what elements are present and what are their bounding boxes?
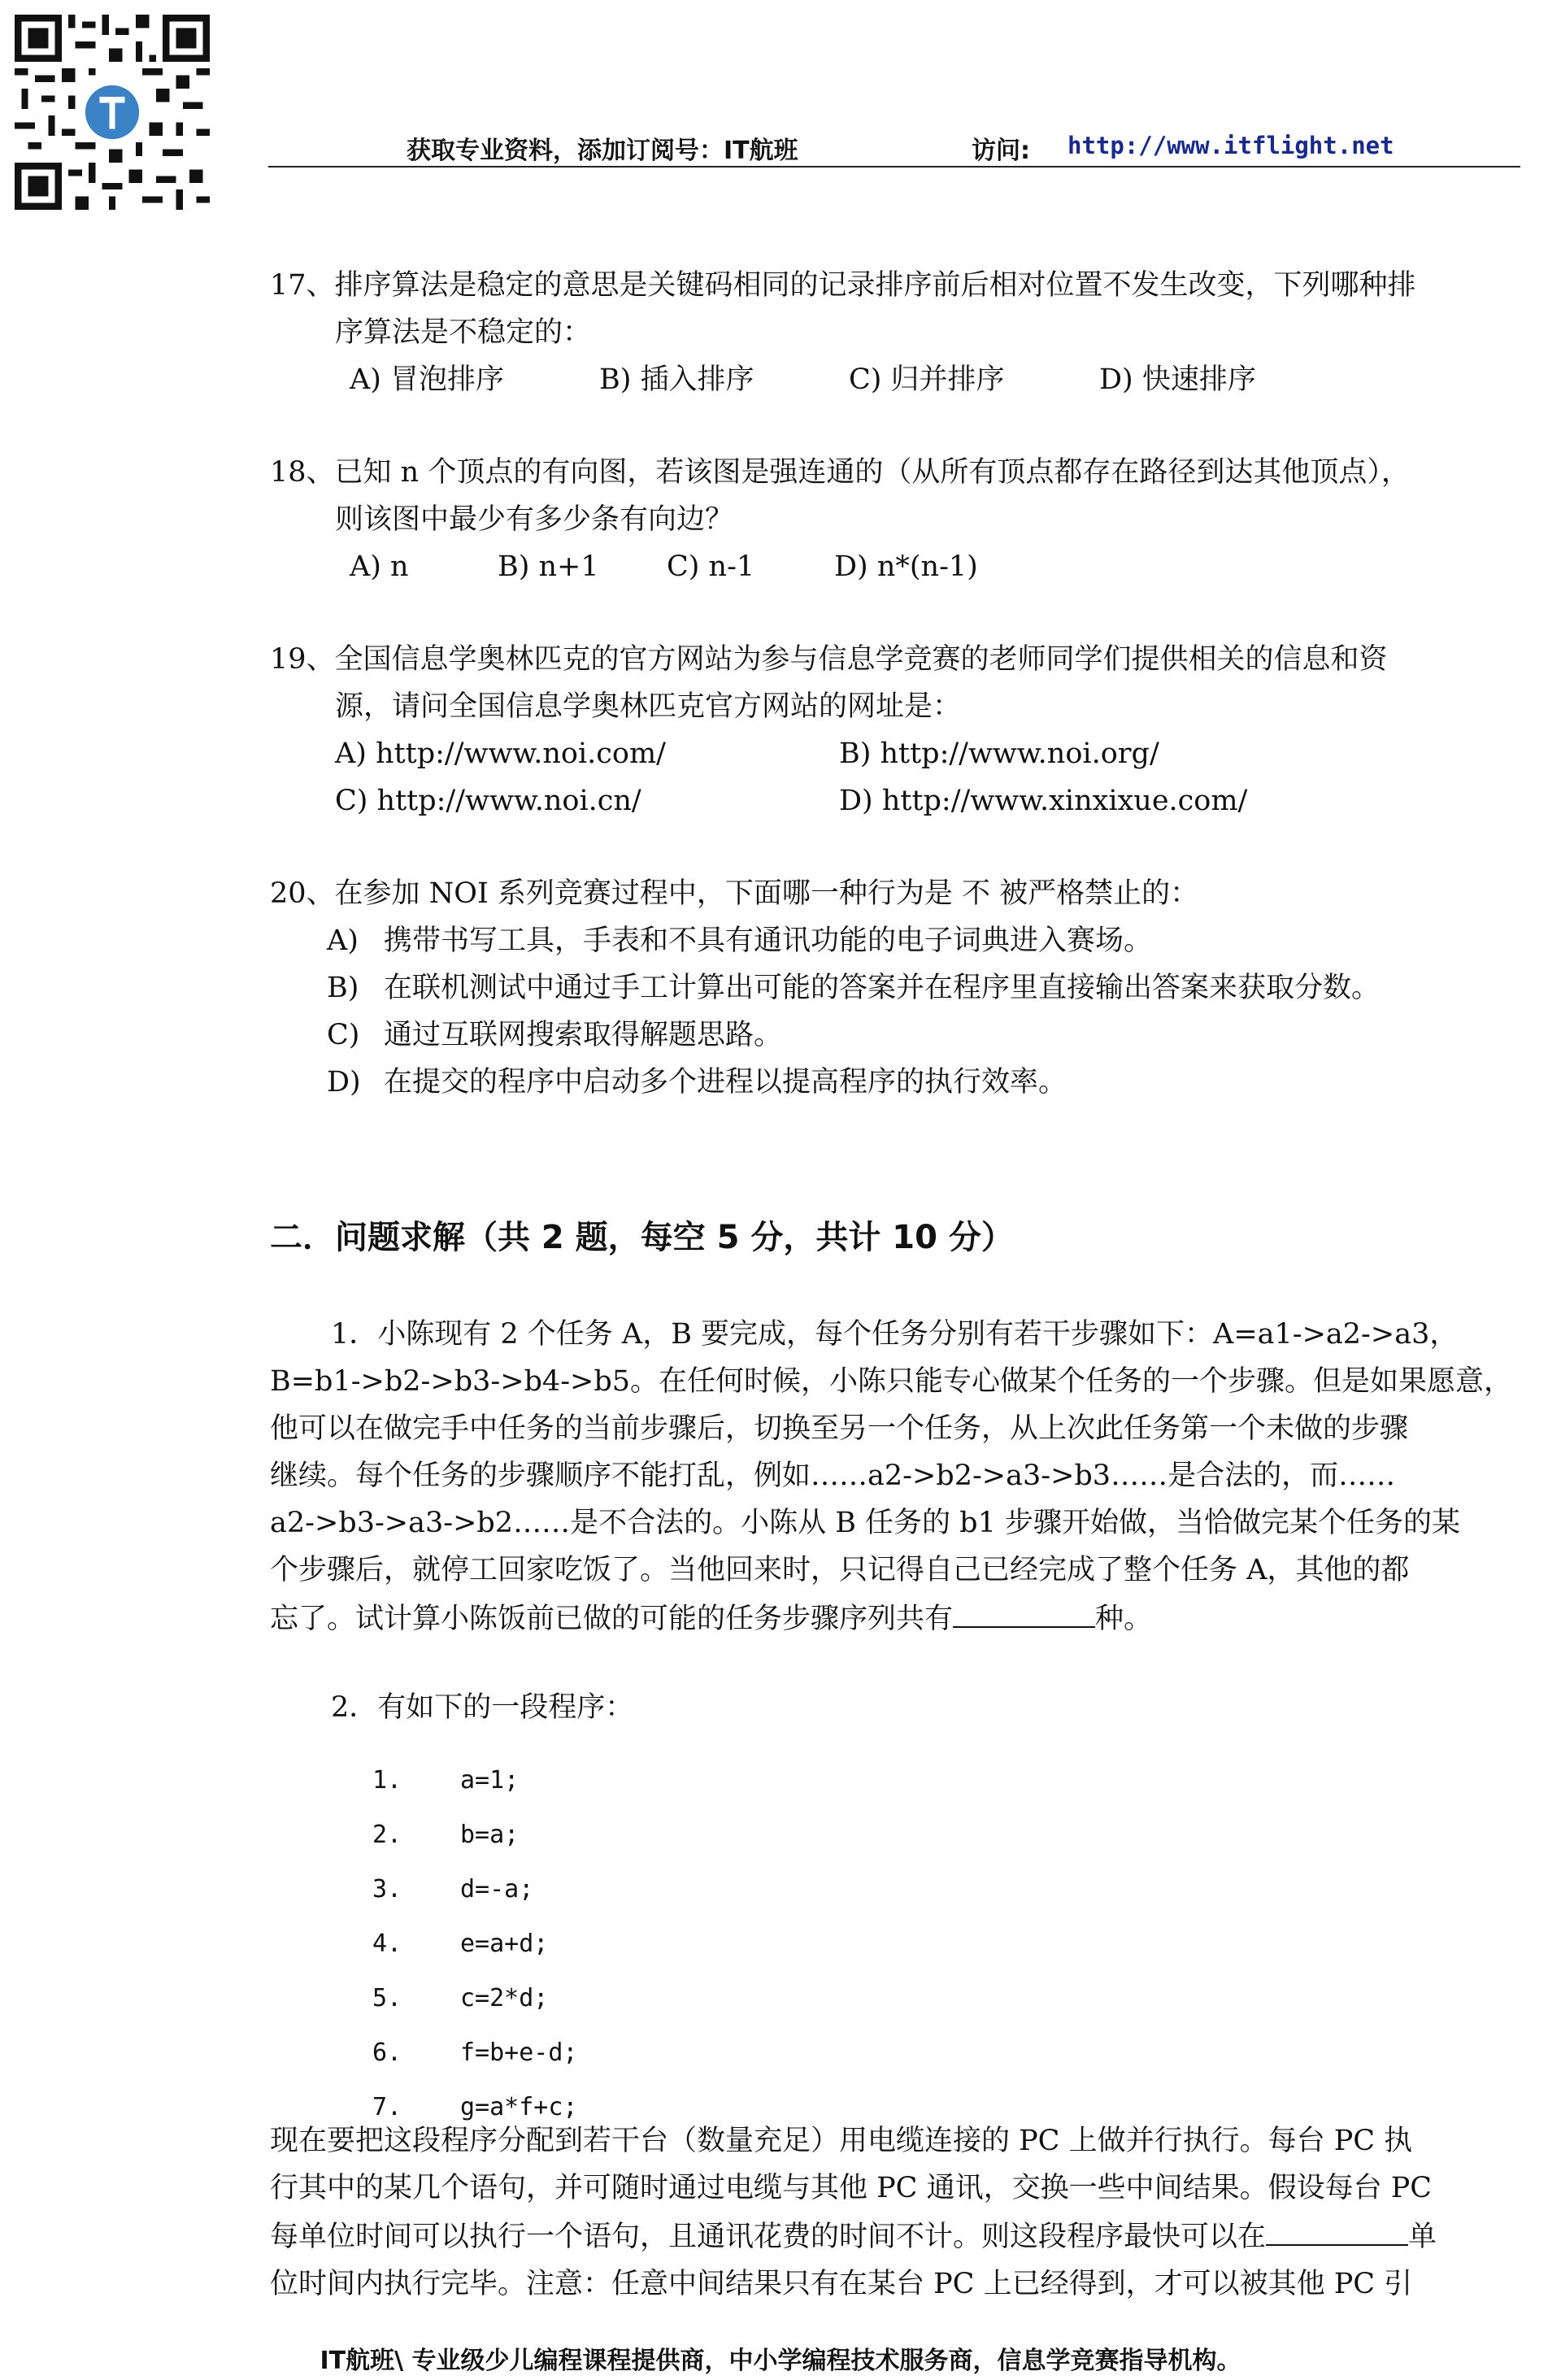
problem-2-blank-after: 单 [1408, 2221, 1437, 2253]
problem-1-last-text: 忘了。试计算小陈饭前已做的可能的任务步骤序列共有 [270, 1603, 954, 1635]
page-footer: IT航班\ 专业级少儿编程课程提供商，中小学编程技术服务商，信息学竞赛指导机构。 [320, 2347, 1241, 2375]
code-line [372, 1971, 578, 2025]
question-17-line-1: 17、排序算法是稳定的意思是关键码相同的记录排序前后相对位置不发生改变，下列哪种排 [270, 269, 1416, 302]
header-url-link[interactable]: http://www.itflight.net [1067, 132, 1394, 159]
option-c: C) n-1 [667, 550, 755, 583]
problem-1-line-1: 1．小陈现有 2 个任务 A，B 要完成，每个任务分别有若干步骤如下：A=a1->a2->a3， [331, 1318, 1459, 1351]
option-text: 在联机测试中通过手工计算出可能的答案并在程序里直接输出答案来获取分数。 [384, 972, 1381, 1004]
question-20-line-1: 20、在参加 NOI 系列竞赛过程中，下面哪一种行为是 不 被严格禁止的： [270, 877, 1199, 910]
option-b: B) http://www.noi.org/ [839, 737, 1159, 770]
question-19 [270, 636, 1522, 825]
question-17-options [270, 356, 1522, 403]
code-statement: d=-a; [460, 1875, 534, 1904]
option-d: D) 快速排序 [1099, 363, 1256, 396]
question-18-line-1: 18、已知 n 个顶点的有向图，若该图是强连通的（从所有顶点都存在路径到达其他顶点）， [270, 456, 1410, 489]
option-c: C) 归并排序 [849, 363, 1005, 396]
question-18 [270, 449, 1522, 590]
problem-1-line-3: 他可以在做完手中任务的当前步骤后，切换至另一个任务，从上次此任务第一个未做的步骤 [270, 1412, 1409, 1445]
question-19-options-row-2 [270, 777, 1522, 825]
code-listing [372, 1753, 578, 2134]
problem-1 [270, 1311, 1522, 1643]
problem-2-line-2: 行其中的某几个语句，并可随时通过电缆与其他 PC 通讯，交换一些中间结果。假设每台 PC [270, 2172, 1433, 2204]
option-label: B) [327, 972, 359, 1004]
problem-1-line-5: a2->b3->a3->b2……是不合法的。小陈从 B 任务的 b1 步骤开始做，当恰做完某个任务的某 [270, 1507, 1460, 1539]
option-label: C) [327, 1019, 360, 1051]
code-statement: f=b+e-d; [460, 2038, 578, 2067]
problem-2-intro [270, 1684, 1522, 1731]
answer-blank[interactable] [1266, 2212, 1408, 2246]
multiple-choice-section [270, 262, 1522, 1106]
header-visit-label: 访问: [972, 137, 1030, 165]
problem-1-line-7 [270, 1594, 1522, 1643]
option-a: A) http://www.noi.com/ [335, 737, 666, 770]
section-2-title: 二．问题求解（共 2 题，每空 5 分，共计 10 分） [270, 1219, 1014, 1256]
code-line-number: 6. [372, 2038, 402, 2067]
page-header [268, 122, 1520, 168]
option-d [270, 1059, 1522, 1106]
option-label: D) [327, 1066, 361, 1099]
code-line [372, 2025, 578, 2080]
question-19-line-2: 源，请问全国信息学奥林匹克官方网站的网址是： [335, 690, 962, 723]
question-18-options [270, 543, 1522, 590]
question-17 [270, 262, 1522, 403]
code-line-number: 4. [372, 1930, 402, 1958]
code-line [372, 1808, 578, 1862]
option-text: 携带书写工具，手表和不具有通讯功能的电子词典进入赛场。 [384, 925, 1153, 957]
option-b: B) n+1 [498, 550, 599, 583]
question-17-line-2: 序算法是不稳定的： [335, 316, 592, 349]
code-line [372, 1917, 578, 1971]
code-statement: e=a+d; [460, 1930, 549, 1958]
option-c: C) http://www.noi.cn/ [335, 785, 641, 817]
question-19-line-1: 19、全国信息学奥林匹克的官方网站为参与信息学竞赛的老师同学们提供相关的信息和资 [270, 643, 1388, 676]
option-a [270, 917, 1522, 964]
option-d: D) http://www.xinxixue.com/ [839, 785, 1248, 817]
option-text: 通过互联网搜索取得解题思路。 [384, 1019, 783, 1051]
problem-1-last-tail: 种。 [1095, 1603, 1153, 1635]
header-subscribe-text: 获取专业资料，添加订阅号：IT航班 [407, 137, 798, 165]
option-c [270, 1012, 1522, 1059]
code-statement: g=a*f+c; [460, 2093, 578, 2121]
option-a: A) n [350, 550, 409, 583]
code-statement: c=2*d; [460, 1984, 549, 2012]
problem-2-body [270, 2117, 1522, 2308]
qr-code-image [15, 15, 210, 210]
option-b [270, 964, 1522, 1012]
option-d: D) n*(n-1) [834, 550, 978, 583]
problem-2-line-4: 位时间内执行完毕。注意：任意中间结果只有在某台 PC 上已经得到，才可以被其他 PC 引 [270, 2268, 1413, 2300]
problem-2-blank-before: 每单位时间可以执行一个语句，且通讯花费的时间不计。则这段程序最快可以在 [270, 2221, 1267, 2253]
question-18-line-2: 则该图中最少有多少条有向边？ [335, 503, 734, 536]
code-statement: a=1; [460, 1766, 520, 1795]
problem-1-line-6: 个步骤后，就停工回家吃饭了。当他回来时，只记得自己已经完成了整个任务 A，其他的都 [270, 1554, 1410, 1586]
option-label: A) [327, 925, 359, 957]
problem-2-line-3 [270, 2212, 1522, 2260]
option-a: A) 冒泡排序 [350, 363, 505, 396]
code-line-number: 5. [372, 1984, 402, 2012]
code-line-number: 1. [372, 1766, 402, 1795]
code-statement: b=a; [460, 1821, 520, 1849]
code-line [372, 1862, 578, 1917]
option-text: 在提交的程序中启动多个进程以提高程序的执行效率。 [384, 1066, 1067, 1099]
code-line-number: 3. [372, 1875, 402, 1904]
code-line-number: 7. [372, 2093, 402, 2121]
code-line [372, 1753, 578, 1808]
problem-2-intro-text: 2．有如下的一段程序： [331, 1691, 634, 1724]
problem-2-line-1: 现在要把这段程序分配到若干台（数量充足）用电缆连接的 PC 上做并行执行。每台 PC 执 [270, 2125, 1413, 2157]
code-line-number: 2. [372, 1821, 402, 1849]
problem-1-line-2: B=b1->b2->b3->b4->b5。在任何时候，小陈只能专心做某个任务的一个步骤。但是如果愿意， [270, 1365, 1513, 1398]
question-20 [270, 870, 1522, 1106]
problem-1-line-4: 继续。每个任务的步骤顺序不能打乱，例如……a2->b2->a3->b3……是合法的，而…… [270, 1460, 1396, 1492]
option-b: B) 插入排序 [599, 363, 754, 396]
answer-blank[interactable] [953, 1594, 1095, 1628]
question-19-options-row-1 [270, 730, 1522, 777]
